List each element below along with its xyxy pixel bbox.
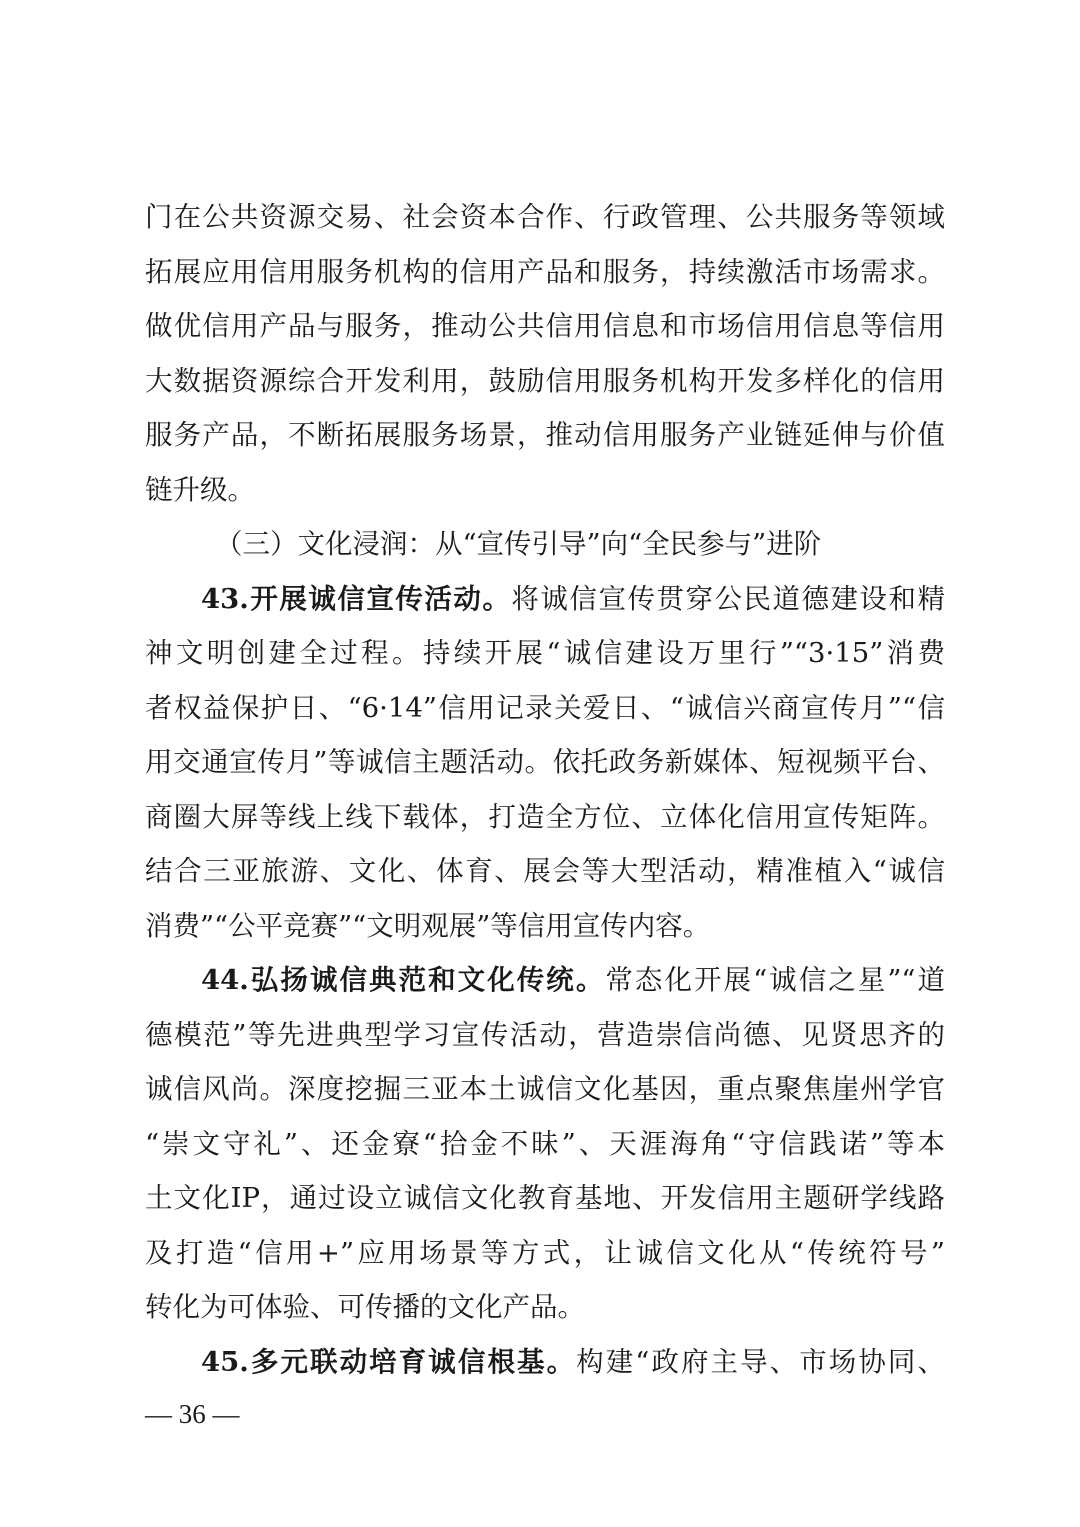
page-number: — 36 — [145,1399,240,1429]
item-43 [145,572,945,954]
paragraph-credit-services [145,190,945,517]
text-line: 商圈大屏等线上线下载体，打造全方位、立体化信用宣传矩阵。 [145,800,945,833]
item-title: 43.开展诚信宣传活动。 [201,582,512,615]
item-text: 常态化开展“诚信之星”“道 [605,964,945,996]
item-first-line [145,572,945,627]
text-line: 诚信风尚。深度挖掘三亚本土诚信文化基因，重点聚焦崖州学官 [145,1073,945,1105]
text-line: 神文明创建全过程。持续开展“诚信建设万里行”“3·15”消费 [145,637,945,669]
document-body [145,190,945,1389]
item-45 [145,1335,945,1390]
text-line: “崇文守礼”、还金寮“拾金不昧”、天涯海角“守信践诺”等本 [145,1127,945,1160]
text-line: 大数据资源综合开发利用，鼓励信用服务机构开发多样化的信用 [145,364,945,397]
text-line: 者权益保护日、“6·14”信用记录关爱日、“诚信兴商宣传月”“信 [145,691,945,724]
text-line: 结合三亚旅游、文化、体育、展会等大型活动，精准植入“诚信 [145,855,945,887]
item-text: 构建“政府主导、市场协同、 [576,1345,945,1378]
text-line: 德模范”等先进典型学习宣传活动，营造崇信尚德、见贤思齐的 [145,1018,945,1051]
text-line: 门在公共资源交易、社会资本合作、行政管理、公共服务等领域 [145,201,945,233]
text-line: 服务产品，不断拓展服务场景，推动信用服务产业链延伸与价值 [145,419,945,451]
text-line: 做优信用产品与服务，推动公共信用信息和市场信用信息等信用 [145,310,945,342]
text-line: 用交通宣传月”等诚信主题活动。依托政务新媒体、短视频平台、 [145,746,945,778]
item-title: 45.多元联动培育诚信根基。 [201,1345,577,1378]
item-first-line [145,1335,945,1390]
text-line: 消费”“公平竞赛”“文明观展”等信用宣传内容。 [145,909,711,942]
item-44 [145,953,945,1335]
text-line: 链升级。 [145,473,255,506]
item-title: 44.弘扬诚信典范和文化传统。 [201,964,606,996]
section-heading: （三）文化浸润：从“宣传引导”向“全民参与”进阶 [215,528,822,560]
item-text: 将诚信宣传贯穿公民道德建设和精 [511,582,946,615]
item-first-line [145,953,945,1008]
text-line: 转化为可体验、可传播的文化产品。 [145,1291,585,1323]
text-line: 及打造“信用+”应用场景等方式，让诚信文化从“传统符号” [145,1236,945,1269]
text-line: 拓展应用信用服务机构的信用产品和服务，持续激活市场需求。 [145,255,945,288]
text-line: 土文化IP，通过设立诚信文化教育基地、开发信用主题研学线路 [145,1182,945,1214]
